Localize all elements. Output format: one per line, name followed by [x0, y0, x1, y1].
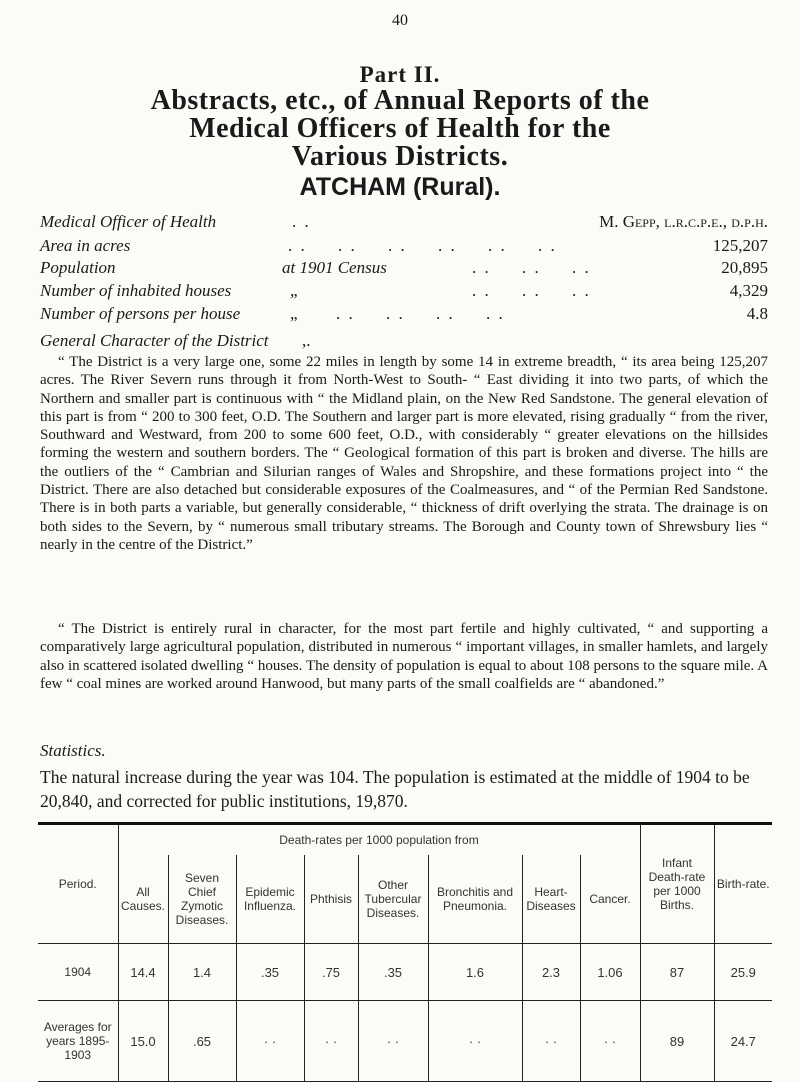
cell: 24.7 — [714, 1001, 772, 1082]
population-census: at 1901 Census — [282, 258, 387, 277]
info-row-area — [40, 236, 768, 258]
houses-value: 4,329 — [729, 281, 768, 300]
info-row-houses — [40, 281, 768, 303]
persons-ditto: „ — [290, 304, 298, 323]
cell: · · — [304, 1001, 358, 1082]
general-label: General Character of the District — [40, 331, 269, 350]
col-all-causes: All Causes. — [118, 855, 168, 944]
info-row-mo — [40, 212, 768, 234]
natural-increase-text: The natural increase during the year was 104. The population is estimated at the middle of 1904 to be 20,840, and corrected for public institutions, 19,870. — [40, 767, 750, 811]
houses-label: Number of inhabited houses — [40, 281, 232, 300]
mo-value: M. Gepp, l.r.c.p.e., d.p.h. — [599, 212, 768, 231]
col-heart: Heart-Diseases — [522, 855, 580, 944]
col-period: Period. — [38, 824, 118, 944]
cell: 1.06 — [580, 944, 640, 1001]
title-line-3: Various Districts. — [291, 141, 509, 172]
col-zymotic: Seven Chief Zymotic Diseases. — [168, 855, 236, 944]
cell: .35 — [358, 944, 428, 1001]
death-rates-table — [38, 822, 772, 1082]
cell: · · — [428, 1001, 522, 1082]
cell: 1.6 — [428, 944, 522, 1001]
cell: 87 — [640, 944, 714, 1001]
col-other-tubercular: Other Tubercular Diseases. — [358, 855, 428, 944]
leader-dots: . . — [292, 212, 311, 231]
title-line-2: Medical Officers of Health for the — [189, 113, 611, 144]
leader-dots: . . . . . . — [472, 281, 591, 300]
population-value: 20,895 — [721, 258, 768, 277]
cell: · · — [522, 1001, 580, 1082]
cell: .65 — [168, 1001, 236, 1082]
col-birth-rate: Birth-rate. — [714, 824, 772, 944]
col-bronchitis: Bronchitis and Pneumonia. — [428, 855, 522, 944]
cell: · · — [580, 1001, 640, 1082]
statistics-heading: Statistics. — [40, 741, 106, 760]
cell: 1904 — [38, 944, 118, 1001]
col-infant-death-rate: Infant Death-rate per 1000 Births. — [640, 824, 714, 944]
col-phthisis: Phthisis — [304, 855, 358, 944]
col-cancer: Cancer. — [580, 855, 640, 944]
table-row — [38, 944, 772, 1001]
group-header: Death-rates per 1000 population from — [118, 824, 640, 856]
cell: 2.3 — [522, 944, 580, 1001]
title-line-1: Abstracts, etc., of Annual Reports of the — [150, 85, 650, 116]
page-number: 40 — [392, 12, 408, 29]
cell: · · — [358, 1001, 428, 1082]
cell: Averages for years 1895-1903 — [38, 1001, 118, 1082]
cell: 15.0 — [118, 1001, 168, 1082]
part-heading: Part II. — [359, 62, 441, 87]
cell: 89 — [640, 1001, 714, 1082]
district-name: ATCHAM (Rural). — [299, 173, 501, 201]
mo-label: Medical Officer of Health — [40, 212, 217, 231]
info-row-general — [40, 331, 768, 353]
general-mark: ,. — [302, 331, 311, 350]
cell: .35 — [236, 944, 304, 1001]
persons-value: 4.8 — [746, 304, 768, 323]
cell: 1.4 — [168, 944, 236, 1001]
area-value: 125,207 — [712, 236, 768, 255]
leader-dots: . . . . . . . . . . . . — [288, 236, 557, 255]
col-influenza: Epidemic Influenza. — [236, 855, 304, 944]
paragraph-2: “ The District is entirely rural in character, for the most part fertile and highly cultivated, “ and supporting a comparatively large agricultural population, distributed in numerous “ important villages, in smaller hamlets, and largely also in scattered isolated dwelling “ houses. The density of population is equal to about 108 persons to the square mile. A few “ coal mines are worked around Hanwood, but many parts of the small coalfields are “ abandoned.” — [40, 621, 768, 692]
leader-dots: . . . . . . . . — [336, 304, 505, 323]
cell: · · — [236, 1001, 304, 1082]
cell: 14.4 — [118, 944, 168, 1001]
info-row-persons — [40, 304, 768, 326]
houses-ditto: „ — [290, 281, 298, 300]
cell: .75 — [304, 944, 358, 1001]
info-row-population — [40, 258, 768, 280]
cell: 25.9 — [714, 944, 772, 1001]
leader-dots: . . . . . . — [472, 258, 591, 277]
area-label: Area in acres — [40, 236, 131, 255]
population-label: Population — [40, 258, 116, 277]
table-row — [38, 1001, 772, 1082]
persons-label: Number of persons per house — [40, 304, 241, 323]
paragraph-1: “ The District is a very large one, some 22 miles in length by some 14 in extreme breadth, “ its area being 125,207 acres. The River Severn runs through it from North-West to South- “ East dividing it into two parts, of which the Northern and smaller part is continuous with “ the Midland plain, on the New Red Sandstone. The general elevation of this part is from “ 200 to 300 feet, O.D. The Southern and larger part is more elevated, rising gradually “ from the river, Southward and Westward, from 200 to some 600 feet, O.D., with considerably “ greater elevations on the hillsides forming the western and southern borders. The “ Geological formation of this part is broken and diverse. The hills are the outliers of the “ Cambrian and Silurian ranges of Wales and Shropshire, and these formations project into “ the District. There are also detached but considerable exposures of the Coalmeasures, and “ of the Permian Red Sandstone. There is in both parts a variable, but generally considerable, “ thickness of drift overlying the strata. The drainage is on both sides to the Severn, by “ numerous small tributary streams. The Borough and County town of Shrewsbury lies “ nearly in the centre of the District.” — [40, 354, 768, 553]
